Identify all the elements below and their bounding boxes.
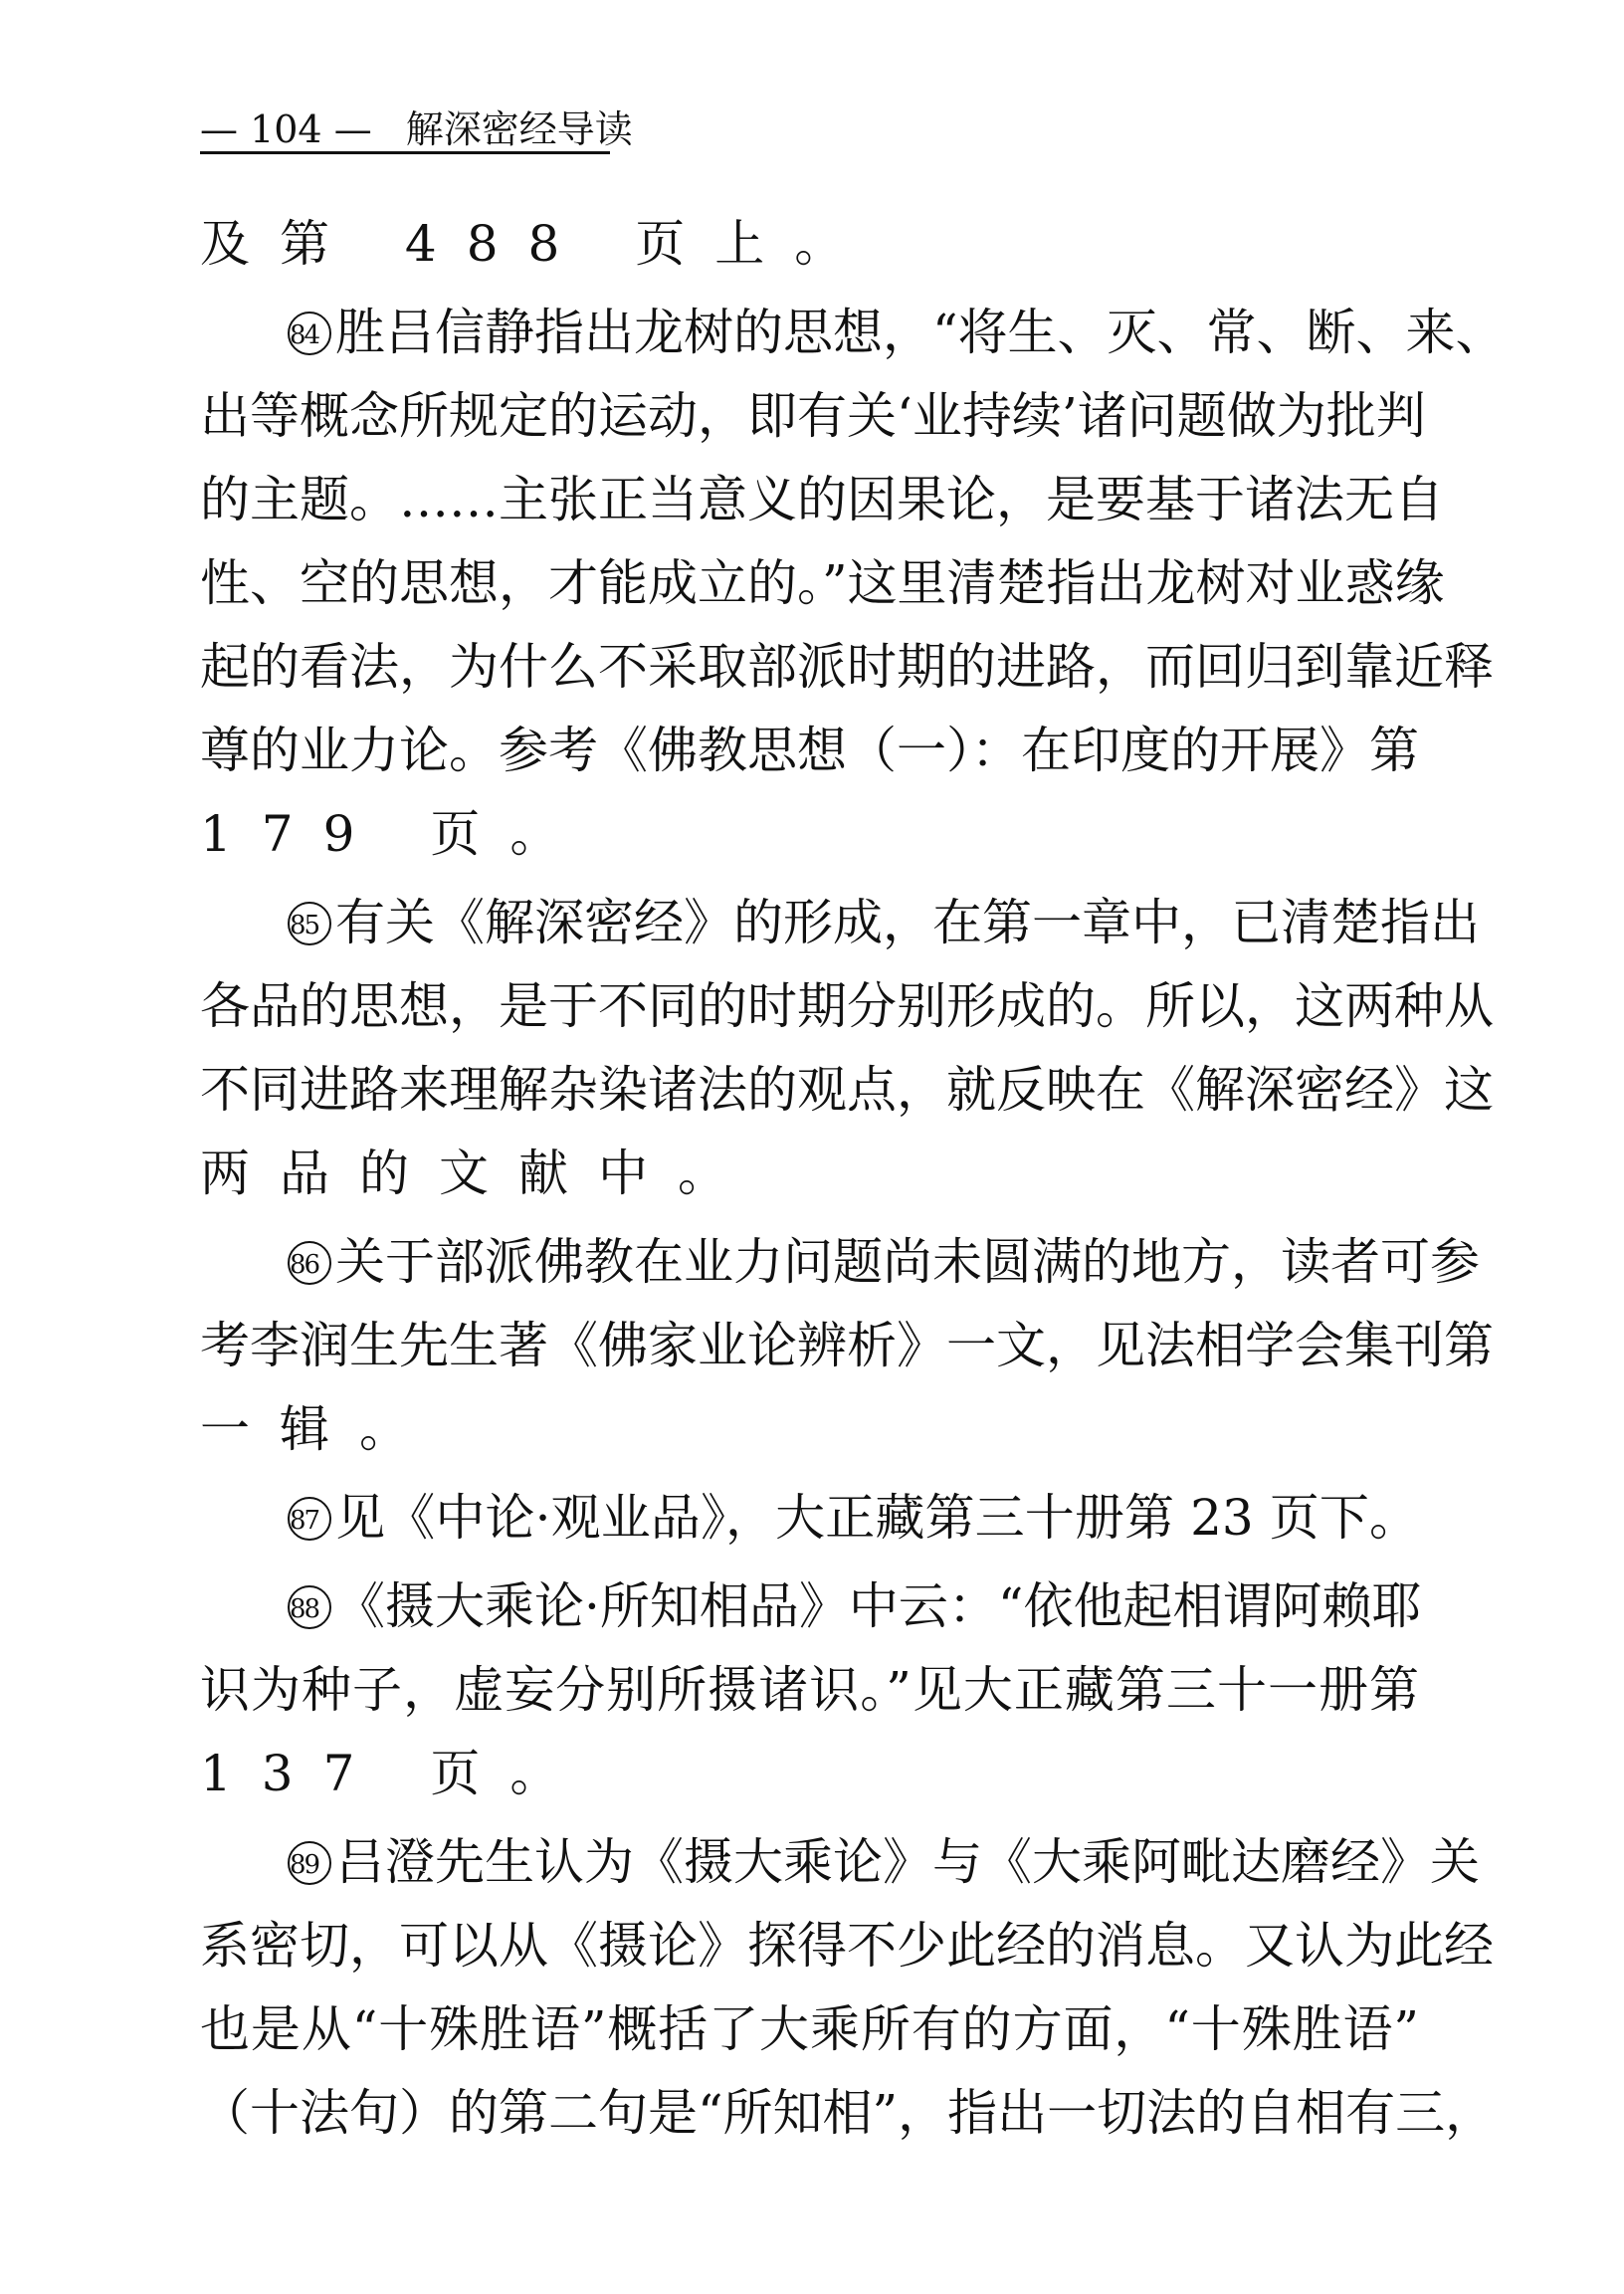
line-text: 关于部派佛教在业力问题尚未圆满的地方，读者可参	[335, 1233, 1480, 1291]
line-text: 胜吕信静指出龙树的思想，“将生、灭、常、断、来、	[335, 304, 1506, 361]
footnote-number-circle: 88	[288, 1585, 331, 1629]
text-line	[200, 1220, 1480, 1304]
line-text: 的主题。……主张正当意义的因果论，是要基于诸法无自	[200, 471, 1444, 528]
footnote-number-circle: 87	[288, 1497, 331, 1541]
text-line	[200, 1476, 1419, 1560]
line-text: （十法句）的第二句是“所知相”，指出一切法的自相有三，	[200, 2084, 1496, 2142]
line-text: 137 页。	[200, 1745, 590, 1802]
line-text: 考李润生先生著《佛家业论辨析》一文，见法相学会集刊第	[200, 1317, 1494, 1374]
line-text: 尊的业力论。参考《佛教思想（一）：在印度的开展》第	[200, 722, 1419, 779]
text-line	[200, 1304, 1494, 1387]
text-line	[200, 1987, 1419, 2071]
text-line	[200, 1387, 1419, 1471]
text-line	[200, 1904, 1494, 1987]
footnote-88	[200, 1564, 1422, 1815]
line-text: 见《中论·观业品》，大正藏第三十册第 23 页下。	[335, 1489, 1419, 1547]
running-header	[200, 107, 633, 154]
book-title: 解深密经导读	[405, 107, 633, 151]
text-line	[200, 1564, 1422, 1648]
footnote-number-circle: 86	[288, 1241, 331, 1285]
footnote-89	[200, 1820, 1496, 2155]
line-text: 也是从“十殊胜语”概括了大乘所有的方面，“十殊胜语”	[200, 2000, 1419, 2058]
line-text: 出等概念所规定的运动，即有关‘业持续’诸问题做为批判	[200, 387, 1426, 445]
line-text: 系密切，可以从《摄论》探得不少此经的消息。又认为此经	[200, 1917, 1494, 1975]
footnote-85	[200, 881, 1494, 1215]
text-line	[200, 291, 1506, 374]
line-text: 各品的思想，是于不同的时期分别形成的。所以，这两种从	[200, 977, 1494, 1035]
text-line	[200, 709, 1419, 792]
footnote-84	[200, 291, 1506, 876]
line-text: 起的看法，为什么不采取部派时期的进路，而回归到靠近释	[200, 638, 1494, 696]
line-text: 《摄大乘论·所知相品》中云：“依他起相谓阿赖耶	[335, 1577, 1422, 1635]
line-text: 不同进路来理解杂染诸法的观点，就反映在《解深密经》这	[200, 1061, 1494, 1119]
text-line	[200, 881, 1480, 964]
footnote-number-circle: 85	[288, 902, 331, 945]
line-text: 一辑。	[200, 1400, 439, 1458]
text-line	[200, 458, 1444, 541]
line-text: 两品的文献中。	[200, 1145, 757, 1202]
paragraph-continuation	[200, 202, 1419, 286]
text-line	[200, 1732, 1419, 1815]
text-line	[200, 964, 1494, 1048]
line-text: 有关《解深密经》的形成，在第一章中，已清楚指出	[335, 894, 1480, 951]
text-line	[200, 1132, 1419, 1215]
text-line	[200, 202, 1419, 286]
footnote-87	[200, 1476, 1419, 1560]
text-line	[200, 541, 1445, 625]
text-line	[200, 625, 1494, 709]
footnote-number-circle: 89	[288, 1841, 331, 1885]
line-text: 性、空的思想，才能成立的。”这里清楚指出龙树对业惑缘	[200, 554, 1445, 612]
text-line	[200, 2071, 1496, 2155]
line-text: 识为种子，虚妄分别所摄诸识。”见大正藏第三十一册第	[200, 1661, 1419, 1719]
line-text: 179 页。	[200, 805, 590, 863]
text-line	[200, 1048, 1494, 1132]
page-body	[200, 202, 1506, 2160]
text-line	[200, 792, 1419, 876]
footnote-86	[200, 1220, 1494, 1471]
line-text: 及第 488 页上。	[200, 215, 875, 273]
text-line	[200, 1820, 1480, 1904]
line-text: 吕澄先生认为《摄大乘论》与《大乘阿毗达磨经》关	[335, 1833, 1480, 1891]
footnote-number-circle: 84	[288, 312, 331, 355]
page-number: — 104 —	[200, 107, 372, 151]
text-line	[200, 374, 1426, 458]
text-line	[200, 1648, 1419, 1732]
